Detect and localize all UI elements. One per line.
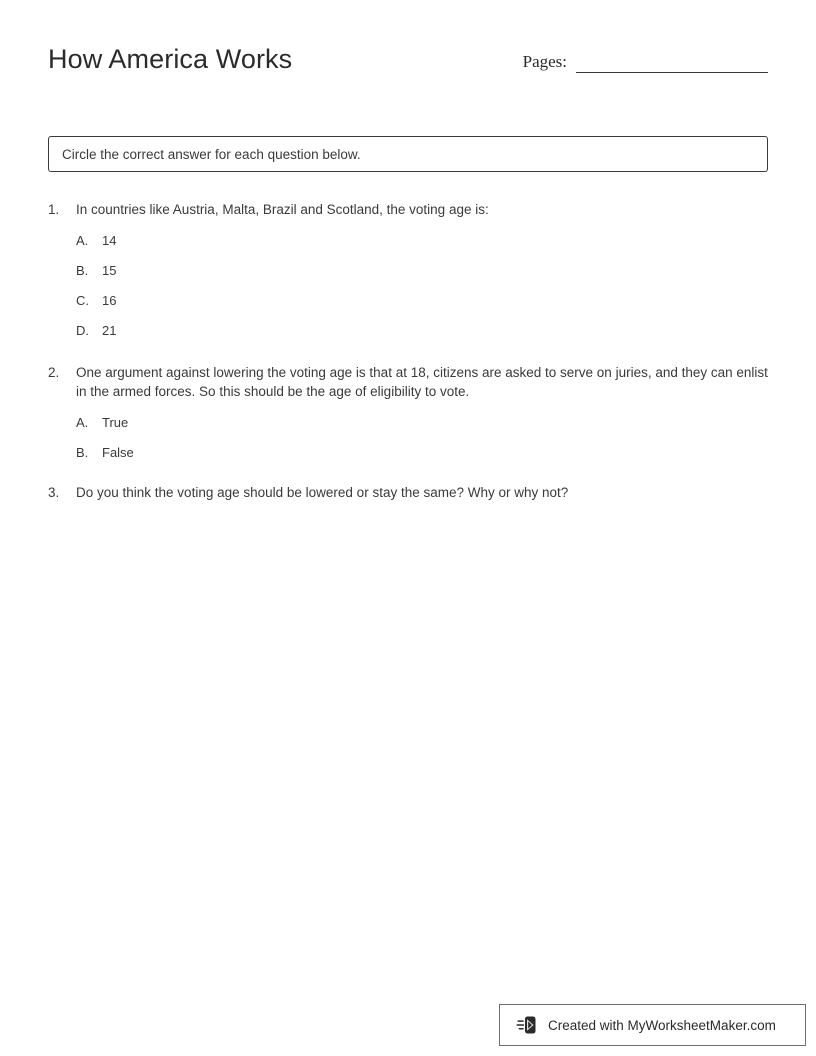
instruction-box (48, 136, 768, 172)
option-letter: B. (76, 445, 89, 460)
worksheet-maker-logo-icon (516, 1014, 538, 1036)
question-number: 1. (48, 202, 60, 217)
questions-list (48, 200, 770, 524)
question-heading (48, 200, 770, 219)
option-value: 16 (102, 293, 117, 308)
question-text: Do you think the voting age should be lowered or stay the same? Why or why not? (76, 485, 569, 500)
pages-label: Pages: (522, 52, 567, 71)
footer-badge[interactable] (499, 1004, 806, 1046)
option-value: 15 (102, 263, 117, 278)
answer-option[interactable] (76, 415, 770, 431)
answer-option[interactable] (76, 323, 770, 339)
pages-field (523, 53, 768, 73)
option-value: True (102, 415, 129, 430)
question-number: 2. (48, 365, 60, 380)
footer-text: Created with MyWorksheetMaker.com (548, 1017, 776, 1033)
option-letter: A. (76, 415, 89, 430)
question-item (48, 483, 770, 502)
question-text: In countries like Austria, Malta, Brazil and Scotland, the voting age is: (76, 202, 489, 217)
option-letter: D. (76, 323, 89, 338)
page-title: How America Works (48, 44, 293, 74)
question-item (48, 363, 770, 461)
option-value: False (102, 445, 134, 460)
option-value: 14 (102, 233, 117, 248)
worksheet-header (48, 44, 768, 96)
option-letter: A. (76, 233, 89, 248)
instruction-text: Circle the correct answer for each question below. (62, 146, 361, 162)
answer-options (76, 233, 770, 339)
answer-option[interactable] (76, 293, 770, 309)
option-letter: C. (76, 293, 89, 308)
answer-option[interactable] (76, 263, 770, 279)
question-number: 3. (48, 485, 60, 500)
question-heading (48, 483, 770, 502)
option-value: 21 (102, 323, 117, 338)
question-text: One argument against lowering the voting age is that at 18, citizens are asked to serve on juries, and they can enlist in the armed forces. So this should be the age of eligibility to vote. (76, 365, 768, 399)
question-heading (48, 363, 770, 401)
answer-option[interactable] (76, 445, 770, 461)
pages-input-line[interactable] (576, 72, 768, 73)
question-item (48, 200, 770, 339)
answer-options (76, 415, 770, 461)
option-letter: B. (76, 263, 89, 278)
answer-option[interactable] (76, 233, 770, 249)
